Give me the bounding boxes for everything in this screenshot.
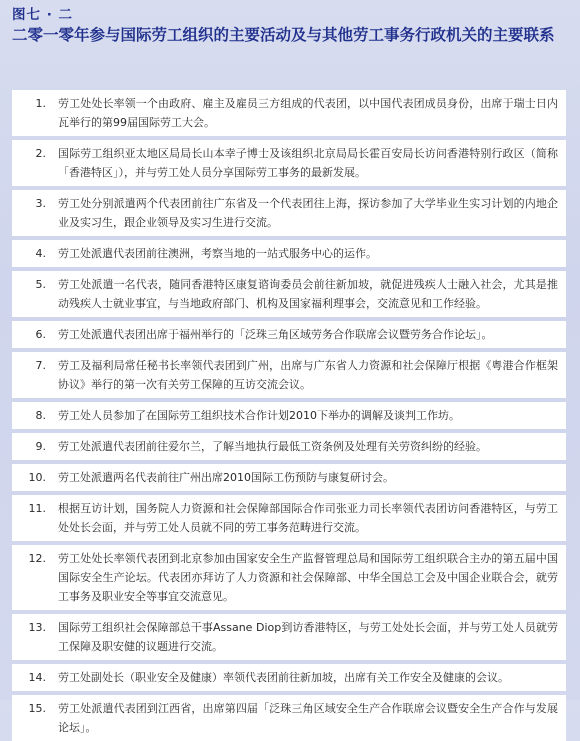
list-item: [12, 545, 566, 610]
item-text: 劳工处处长率领一个由政府、雇主及雇员三方组成的代表团，以中国代表团成员身份，出席于瑞士日内瓦举行的第99届国际劳工大会。: [58, 97, 558, 129]
item-text: 劳工处派遣两名代表前往广州出席2010国际工伤预防与康复研讨会。: [58, 471, 394, 484]
header: [12, 6, 568, 46]
item-text: 劳工及福利局常任秘书长率领代表团到广州，出席与广东省人力资源和社会保障厅根据《粤港合作框架协议》举行的第一次有关劳工保障的互访交流会议。: [58, 359, 558, 391]
item-text: 劳工处派遣代表团前往爱尔兰，了解当地执行最低工资条例及处理有关劳资纠纷的经验。: [58, 440, 487, 453]
list-item: [12, 352, 566, 398]
item-text: 劳工处处长率领代表团到北京参加由国家安全生产监督管理总局和国际劳工组织联合主办的第五届中国国际安全生产论坛。代表团亦拜访了人力资源和社会保障部、中华全国总工会及中国企业联合会，就劳工事务及职业安全等事宜交流意见。: [58, 552, 558, 603]
item-number: 11.: [28, 502, 46, 515]
item-number: 9.: [35, 440, 46, 453]
list-item: [12, 614, 566, 660]
item-number: 1.: [35, 97, 46, 110]
item-text: 劳工处副处长（职业安全及健康）率领代表团前往新加坡，出席有关工作安全及健康的会议。: [58, 671, 509, 684]
list-item: [12, 140, 566, 186]
item-number: 13.: [28, 621, 46, 634]
item-number: 10.: [28, 471, 46, 484]
activity-list: [12, 90, 566, 741]
item-text: 劳工处分别派遣两个代表团前往广东省及一个代表团往上海，探访参加了大学毕业生实习计划的内地企业及实习生，跟企业领导及实习生进行交流。: [58, 197, 558, 229]
page-title: 二零一零年参与国际劳工组织的主要活动及与其他劳工事务行政机关的主要联系: [12, 26, 555, 44]
item-text: 劳工处派遣代表团到江西省，出席第四届「泛珠三角区域安全生产合作联席会议暨安全生产合作与发展论坛」。: [58, 702, 558, 734]
item-number: 5.: [35, 278, 46, 291]
item-number: 14.: [28, 671, 46, 684]
list-item: [12, 190, 566, 236]
list-item: [12, 495, 566, 541]
item-text: 劳工处派遣一名代表，随同香港特区康复谘询委员会前往新加坡，就促进残疾人士融入社会，尤其是推动残疾人士就业事宜，与当地政府部门、机构及国家福利理事会，交流意见和工作经验。: [58, 278, 558, 310]
item-text: 劳工处人员参加了在国际劳工组织技术合作计划2010下举办的调解及谈判工作坊。: [58, 409, 460, 422]
item-number: 15.: [28, 702, 46, 715]
list-item: [12, 321, 566, 348]
item-number: 3.: [35, 197, 46, 210]
item-text: 根据互访计划，国务院人力资源和社会保障部国际合作司张亚力司长率领代表团访问香港特区，与劳工处处长会面，并与劳工处人员就不同的劳工事务范畴进行交流。: [58, 502, 558, 534]
list-item: [12, 433, 566, 460]
item-text: 劳工处派遣代表团前往澳洲，考察当地的一站式服务中心的运作。: [58, 247, 377, 260]
list-item: [12, 271, 566, 317]
figure-label: 图七 · 二: [12, 7, 74, 23]
item-text: 国际劳工组织亚太地区局局长山本幸子博士及该组织北京局局长霍百安局长访问香港特别行政区（简称「香港特区」），并与劳工处人员分享国际劳工事务的最新发展。: [58, 147, 558, 179]
item-number: 2.: [35, 147, 46, 160]
item-text: 劳工处派遣代表团出席于福州举行的「泛珠三角区域劳务合作联席会议暨劳务合作论坛」。: [58, 328, 493, 341]
item-text: 国际劳工组织社会保障部总干事Assane Diop到访香港特区，与劳工处处长会面，并与劳工处人员就劳工保障及职安健的议题进行交流。: [58, 621, 558, 653]
item-number: 7.: [35, 359, 46, 372]
list-item: [12, 464, 566, 491]
list-item: [12, 695, 566, 741]
item-number: 8.: [35, 409, 46, 422]
list-item: [12, 240, 566, 267]
list-item: [12, 90, 566, 136]
item-number: 12.: [28, 552, 46, 565]
list-item: [12, 664, 566, 691]
item-number: 4.: [35, 247, 46, 260]
item-number: 6.: [35, 328, 46, 341]
list-item: [12, 402, 566, 429]
